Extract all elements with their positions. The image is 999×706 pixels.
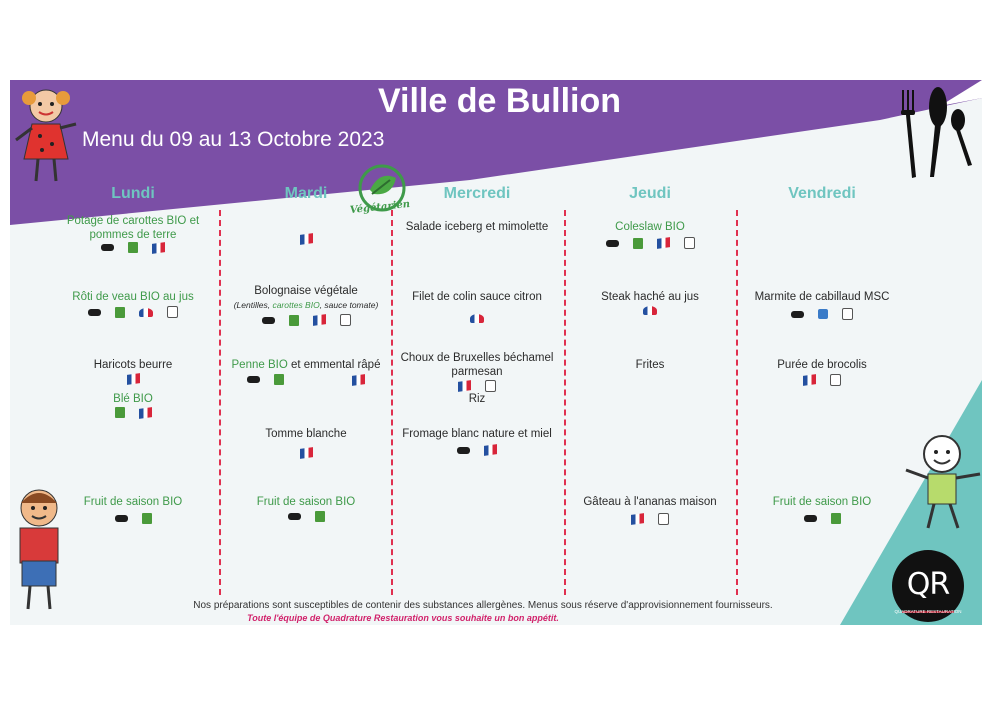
lundi-entree: Potage de carottes BIO et pommes de terre [66, 215, 200, 241]
bon-appetit-message: Toute l'équipe de Quadrature Restauration vous souhaite un bon appétit. [247, 613, 559, 623]
ab-organic-icon [128, 242, 138, 253]
fait-maison-icon [830, 374, 841, 386]
mercredi-accompagnement-labels [391, 380, 563, 392]
label-rouge-icon [139, 308, 153, 317]
gourmet-icon [288, 513, 301, 520]
vendredi-dessert: Fruit de saison BIO [772, 496, 872, 508]
vendredi-plat: Marmite de cabillaud MSC [754, 291, 890, 303]
mercredi-plat-labels [391, 314, 563, 323]
mardi-dessert: Fruit de saison BIO [256, 496, 356, 508]
mardi-plat-note [220, 298, 392, 312]
gourmet-icon [101, 244, 114, 251]
menu-dates: Menu du 09 au 13 Octobre 2023 [82, 128, 385, 151]
mercredi-fromage-labels [391, 445, 563, 455]
ab-organic-icon [289, 315, 299, 326]
jeudi-entree-labels [564, 237, 736, 249]
mardi-plat [220, 284, 392, 312]
gourmet-icon [606, 240, 619, 247]
vegetarian-badge-label: Végétarien [349, 198, 411, 217]
lundi-plat: Rôti de veau BIO au jus [72, 291, 194, 303]
mercredi-accompagnement-2: Riz [468, 393, 486, 405]
mardi-fromage: Tomme blanche [265, 428, 347, 440]
fait-maison-icon [842, 308, 853, 320]
france-flag-icon [458, 380, 471, 392]
jeudi-plat: Steak haché au jus [601, 291, 699, 303]
cutlery-icon [888, 85, 978, 180]
ab-organic-icon [142, 513, 152, 524]
mercredi-accompagnement: Choux de Bruxelles béchamel parmesan [400, 352, 554, 378]
france-flag-icon [657, 237, 670, 249]
girl-character-icon [12, 84, 80, 184]
vendredi-accompagnement: Purée de brocolis [777, 359, 867, 371]
lundi-dessert: Fruit de saison BIO [83, 496, 183, 508]
allergen-notice: Nos préparations sont susceptibles de contenir des substances allergènes. Menus sous réserve d'approvisionnement fournisseurs. [193, 600, 773, 611]
logo-name: QUADRATURE RESTAURATION [894, 609, 962, 614]
mardi-plat-name: Bolognaise végétale [254, 285, 358, 297]
gourmet-icon [115, 515, 128, 522]
column-divider [564, 210, 566, 595]
france-flag-icon [313, 314, 326, 326]
jeudi-accompagnement: Frites [635, 359, 665, 371]
child-character-icon [900, 432, 985, 532]
spacer [298, 375, 338, 384]
column-divider [219, 210, 221, 595]
label-rouge-icon [643, 306, 657, 315]
gourmet-icon [791, 311, 804, 318]
mardi-entree-labels [220, 234, 392, 244]
mardi-plat-note-bio: carottes BIO [272, 300, 320, 310]
day-header-lundi: Lundi [111, 185, 155, 202]
day-header-mercredi: Mercredi [443, 185, 511, 202]
mercredi-entree: Salade iceberg et mimolette [405, 221, 549, 233]
jeudi-plat-labels [564, 306, 736, 315]
france-flag-icon [631, 513, 644, 525]
column-divider [736, 210, 738, 595]
label-rouge-icon [470, 314, 484, 323]
fait-maison-icon [340, 314, 351, 326]
vendredi-accompagnement-labels [736, 374, 908, 386]
mardi-accompagnement-bio: Penne BIO [231, 359, 288, 371]
france-flag-icon [803, 374, 816, 386]
jeudi-dessert-labels [564, 513, 736, 525]
lundi-accompagnement-labels [47, 374, 219, 384]
page-title: Ville de Bullion [377, 82, 622, 120]
jeudi-dessert: Gâteau à l'ananas maison [583, 496, 717, 508]
ab-organic-icon [115, 307, 125, 318]
gourmet-icon [804, 515, 817, 522]
ab-organic-icon [315, 511, 325, 522]
vendredi-dessert-labels [736, 513, 908, 524]
day-header-mardi: Mardi [284, 185, 328, 202]
france-flag-icon [484, 444, 497, 456]
mercredi-fromage: Fromage blanc nature et miel [402, 428, 552, 440]
france-flag-icon [152, 242, 165, 254]
lundi-accompagnement-2-labels [47, 407, 219, 418]
mardi-accompagnement-rest: et emmental râpé [287, 359, 381, 371]
lundi-accompagnement: Haricots beurre [93, 359, 173, 371]
fait-maison-icon [167, 306, 178, 318]
gourmet-icon [88, 309, 101, 316]
lundi-dessert-labels [47, 513, 219, 524]
gourmet-icon [262, 317, 275, 324]
jeudi-entree: Coleslaw BIO [615, 221, 685, 233]
lundi-plat-labels [47, 306, 219, 318]
mardi-fromage-labels [220, 448, 392, 458]
france-flag-icon [127, 373, 140, 385]
ab-organic-icon [633, 238, 643, 249]
france-flag-icon [139, 407, 152, 419]
ab-organic-icon [115, 407, 125, 418]
france-flag-icon [352, 374, 365, 386]
mardi-accompagnement-labels [220, 374, 392, 385]
mardi-accompagnement [220, 358, 392, 372]
lundi-accompagnement-2: Blé BIO [113, 393, 153, 405]
day-header-jeudi: Jeudi [629, 185, 671, 202]
lundi-entree-labels [47, 242, 219, 253]
fait-maison-icon [684, 237, 695, 249]
mardi-plat-note-part: , sauce tomate) [319, 300, 379, 310]
logo-letters: QR [906, 567, 950, 602]
mardi-plat-note-part: (Lentilles, [233, 300, 273, 310]
day-header-vendredi: Vendredi [788, 185, 856, 202]
france-flag-icon [300, 447, 313, 459]
ab-organic-icon [274, 374, 284, 385]
fait-maison-icon [658, 513, 669, 525]
msc-icon [818, 309, 828, 319]
gourmet-icon [247, 376, 260, 383]
mardi-plat-labels [220, 314, 392, 326]
ab-organic-icon [831, 513, 841, 524]
mardi-dessert-labels [220, 511, 392, 522]
france-flag-icon [300, 233, 313, 245]
vendredi-plat-labels [736, 308, 908, 320]
fait-maison-icon [485, 380, 496, 392]
mercredi-plat: Filet de colin sauce citron [412, 291, 542, 303]
gourmet-icon [457, 447, 470, 454]
